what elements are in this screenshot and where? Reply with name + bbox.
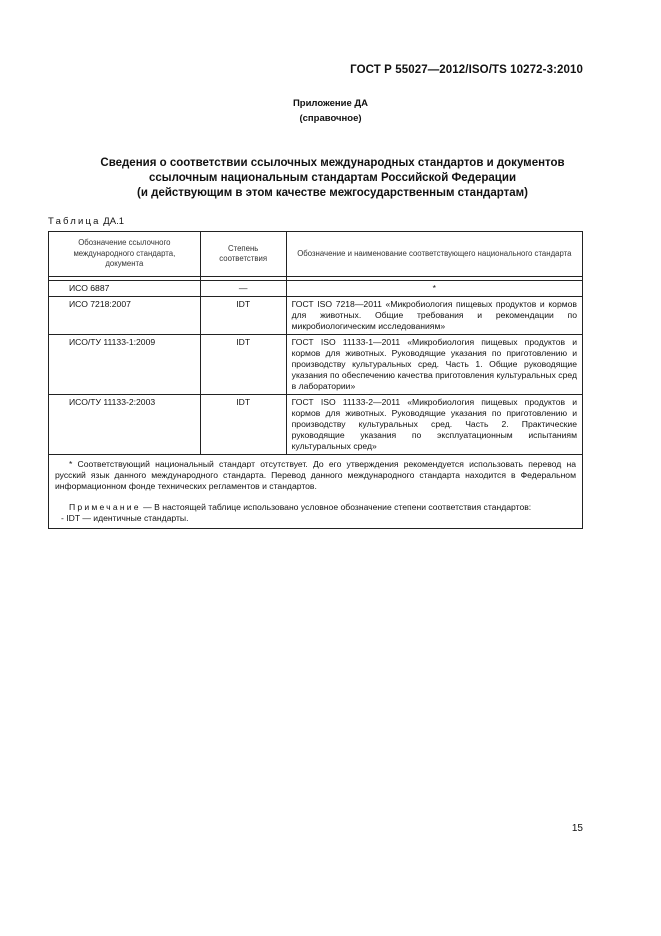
header-national: Обозначение и наименование соответствующего национального стандарта bbox=[286, 232, 582, 277]
table-header-row bbox=[49, 232, 583, 277]
cell-national: * bbox=[286, 281, 582, 297]
section-title-line: ссылочным национальным стандартам Российской Федерации bbox=[148, 172, 517, 184]
correspondence-table bbox=[48, 231, 583, 529]
table-label bbox=[48, 216, 124, 227]
section-title-line: Сведения о соответствии ссылочных международных стандартов и документов bbox=[100, 157, 565, 169]
table-label-word: Таблица bbox=[48, 216, 101, 227]
table-note bbox=[55, 502, 576, 513]
table-row bbox=[49, 335, 583, 395]
cell-national: ГОСТ ISO 11133-2—2011 «Микробиология пищевых продуктов и кормов для животных. Руководящие указания по приготовлению и производству культуральных сред. Часть 2. Практические руководящие указания по эксплуатационным испытаниям культуральных сред» bbox=[286, 395, 582, 455]
section-title bbox=[60, 156, 605, 201]
table-label-number: ДА.1 bbox=[103, 216, 124, 227]
page-number: 15 bbox=[571, 823, 583, 834]
table-row bbox=[49, 395, 583, 455]
table-row bbox=[49, 297, 583, 335]
header-reference: Обозначение ссылочного международного стандарта, документа bbox=[49, 232, 201, 277]
cell-national: ГОСТ ISO 11133-1—2011 «Микробиология пищевых продуктов и кормов для животных. Руководящие указания по приготовлению и производству культуральных сред. Часть 1. Общие руководящие указания по обеспечению качества приготовления культуральных сред в лаборатории» bbox=[286, 335, 582, 395]
table-footnote: * Соответствующий национальный стандарт отсутствует. До его утверждения рекомендуется использовать перевод на русский язык данного международного стандарта. Перевод данного международного стандарта находится в Федеральном информационном фонде технических регламентов и стандартов. bbox=[55, 459, 576, 491]
table-notes-row bbox=[49, 455, 583, 529]
appendix-subtitle: (справочное) bbox=[299, 113, 362, 124]
cell-reference: ИСО/ТУ 11133-1:2009 bbox=[49, 335, 201, 395]
cell-reference: ИСО/ТУ 11133-2:2003 bbox=[49, 395, 201, 455]
cell-degree: IDT bbox=[200, 297, 286, 335]
cell-degree: IDT bbox=[200, 395, 286, 455]
appendix-title: Приложение ДА bbox=[292, 98, 369, 109]
cell-degree: — bbox=[200, 281, 286, 297]
cell-degree: IDT bbox=[200, 335, 286, 395]
cell-reference: ИСО 6887 bbox=[49, 281, 201, 297]
note-word: Примечание bbox=[69, 502, 141, 512]
document-code-header: ГОСТ Р 55027—2012/ISO/TS 10272-3:2010 bbox=[350, 64, 583, 76]
section-title-line: (и действующим в этом качестве межгосударственным стандартам) bbox=[137, 187, 528, 199]
header-degree: Степень соответствия bbox=[200, 232, 286, 277]
cell-national: ГОСТ ISO 7218—2011 «Микробиология пищевых продуктов и кормов для животных. Общие требования и рекомендации по микробиологическим исследованиям» bbox=[286, 297, 582, 335]
cell-reference: ИСО 7218:2007 bbox=[49, 297, 201, 335]
table-row bbox=[49, 281, 583, 297]
table-notes bbox=[49, 455, 583, 529]
appendix-heading bbox=[0, 96, 661, 126]
note-text: — В настоящей таблице использовано условное обозначение степени соответствия стандартов: bbox=[140, 502, 532, 512]
note-item: - IDT — идентичные стандарты. bbox=[61, 513, 189, 523]
